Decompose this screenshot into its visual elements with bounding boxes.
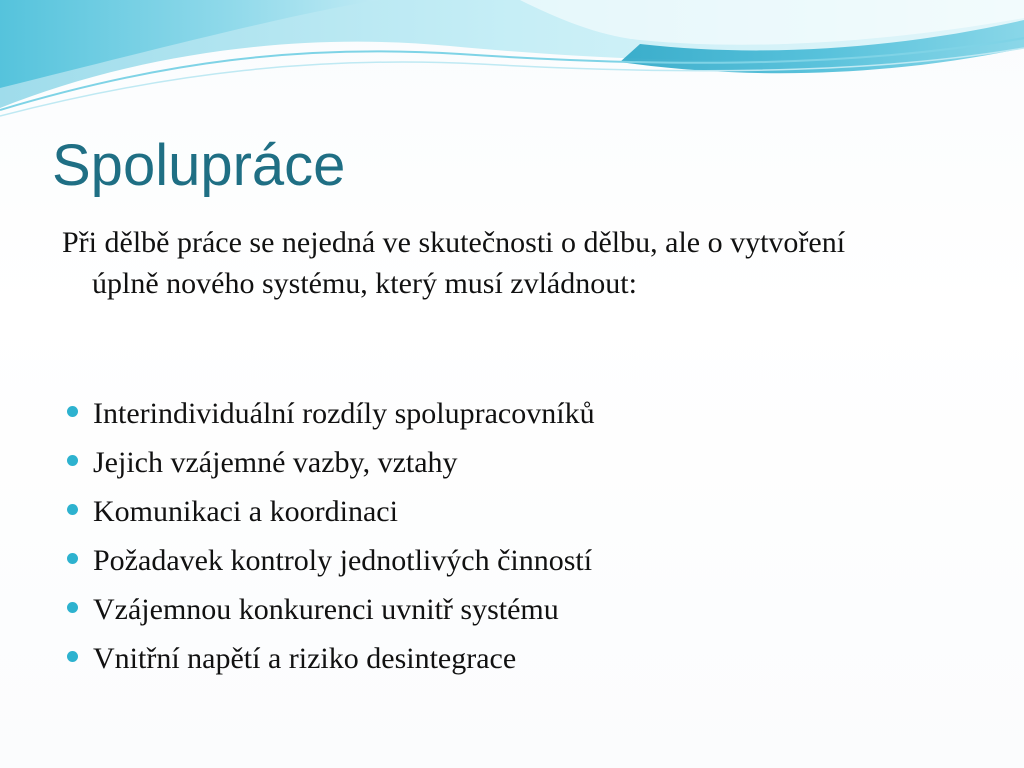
intro-paragraph: Při dělbě práce se nejedná ve skutečnosti o dělbu, ale o vytvoření úplně nového systému, který musí zvládnout: — [62, 226, 846, 300]
bullet-item — [62, 438, 595, 487]
bullet-text: Komunikaci a koordinaci — [93, 495, 398, 528]
bullet-item — [62, 634, 595, 683]
bullet-item — [62, 585, 595, 634]
bullet-dot-icon — [67, 504, 78, 515]
bullet-list — [62, 389, 595, 683]
slide-title: Spolupráce — [52, 133, 346, 198]
bullet-dot-icon — [67, 553, 78, 564]
bullet-text: Interindividuální rozdíly spolupracovníků — [93, 397, 595, 430]
bullet-text: Požadavek kontroly jednotlivých činností — [93, 544, 593, 577]
bullet-text: Jejich vzájemné vazby, vztahy — [93, 446, 458, 479]
bullet-dot-icon — [67, 455, 78, 466]
bullet-item — [62, 389, 595, 438]
bullet-item — [62, 536, 595, 585]
bullet-item — [62, 487, 595, 536]
bullet-dot-icon — [67, 651, 78, 662]
bullet-dot-icon — [67, 602, 78, 613]
bullet-text: Vnitřní napětí a riziko desintegrace — [93, 642, 517, 675]
bullet-dot-icon — [67, 406, 78, 417]
bullet-text: Vzájemnou konkurenci uvnitř systému — [93, 593, 559, 626]
header-wave-decoration — [0, 0, 1024, 130]
